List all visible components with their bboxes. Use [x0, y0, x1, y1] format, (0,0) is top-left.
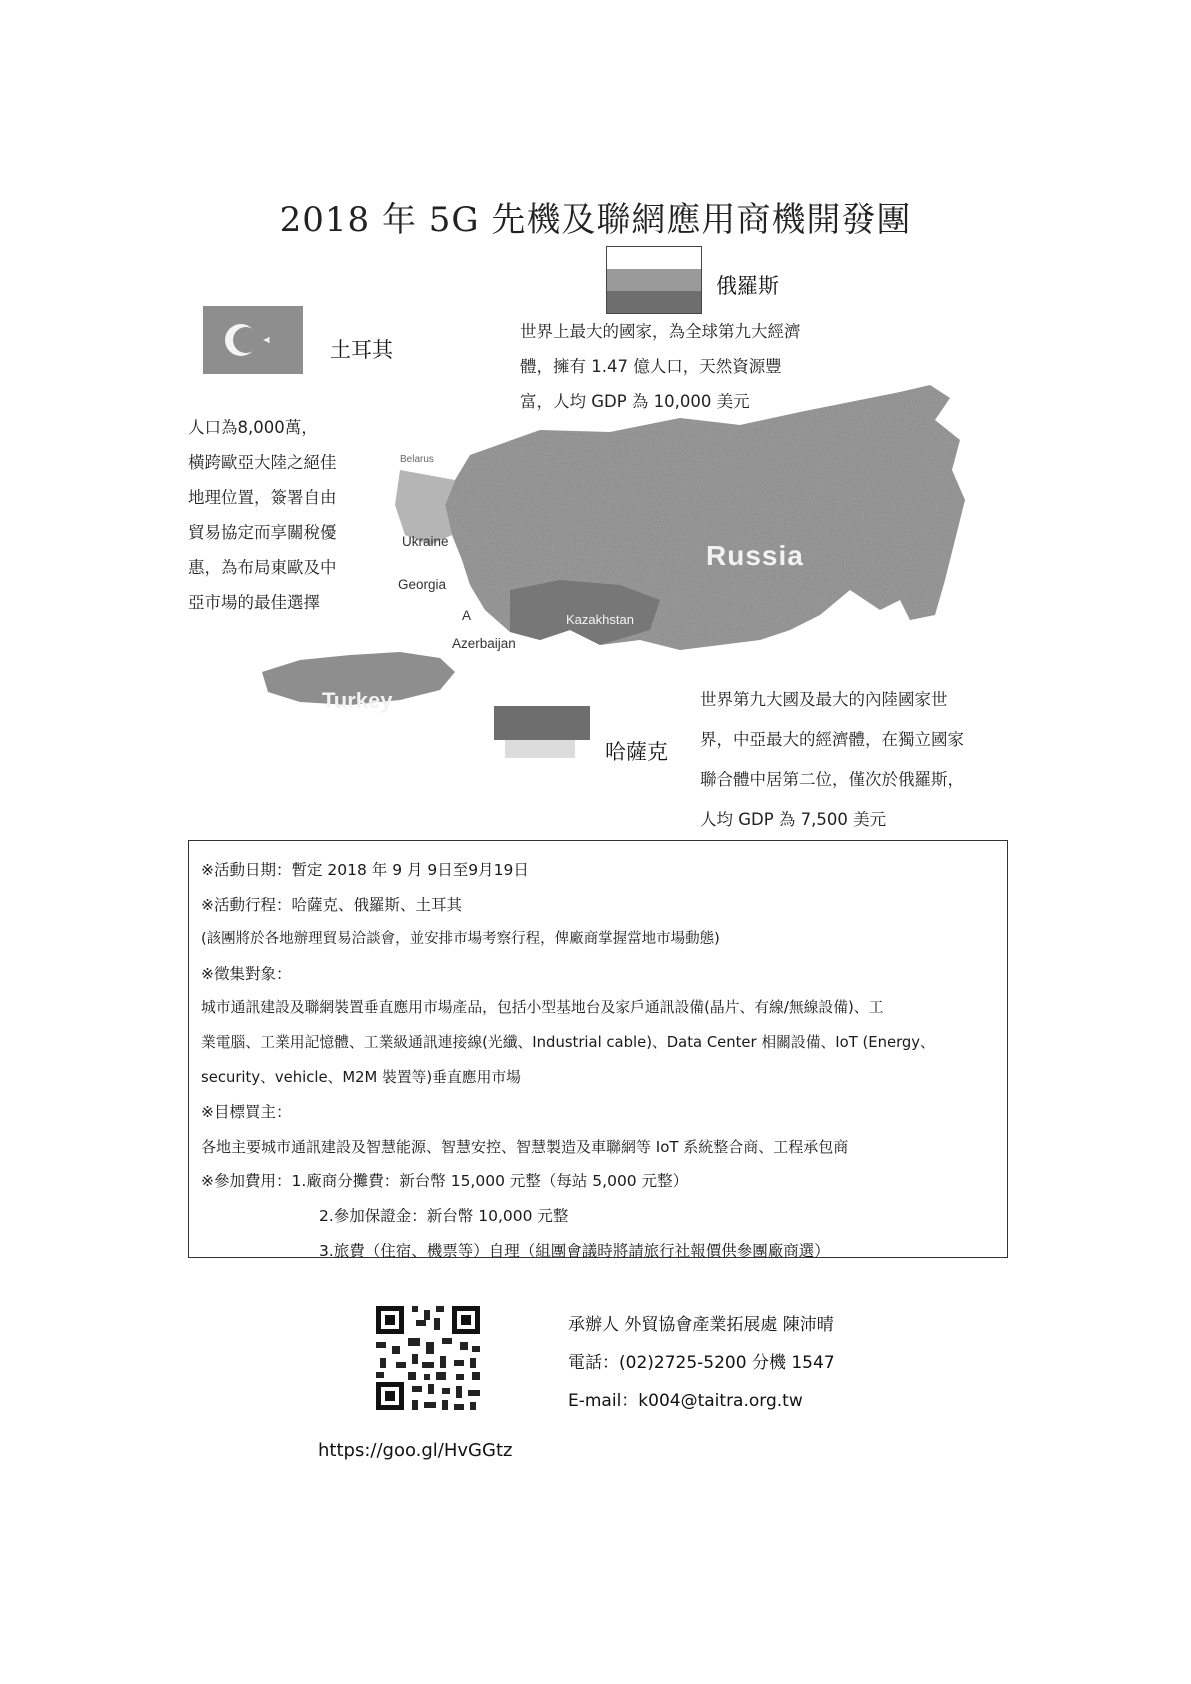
- event-itinerary: ※活動行程：哈薩克、俄羅斯、土耳其: [201, 895, 462, 914]
- buyers-heading: ※目標買主：: [201, 1103, 292, 1122]
- contact-email[interactable]: E-mail：k004@taitra.org.tw: [568, 1391, 803, 1411]
- russia-desc-line: 富，人均 GDP 為 10,000 美元: [520, 392, 750, 411]
- targets-line: security、vehicle、M2M 裝置等)垂直應用市場: [201, 1068, 521, 1086]
- russia-desc-line: 世界上最大的國家，為全球第九大經濟: [520, 322, 801, 341]
- kazakhstan-desc-line: 界，中亞最大的經濟體，在獨立國家: [700, 730, 964, 749]
- kazakhstan-desc-line: 人均 GDP 為 7,500 美元: [700, 810, 887, 829]
- qr-code-icon[interactable]: [372, 1302, 484, 1414]
- turkey-label: 土耳其: [330, 338, 393, 362]
- event-itinerary-note: (該團將於各地辦理貿易洽談會，並安排市場考察行程，俾廠商掌握當地市場動態): [201, 931, 720, 948]
- event-info-box: [188, 840, 1008, 1258]
- targets-heading: ※徵集對象：: [201, 964, 292, 983]
- registration-link[interactable]: https://goo.gl/HvGGtz: [318, 1440, 513, 1461]
- map-label-turkey: Turkey: [322, 688, 393, 713]
- fee-line: 2.參加保證金：新台幣 10,000 元整: [319, 1206, 569, 1225]
- event-date: ※活動日期：暫定 2018 年 9 月 9日至9月19日: [201, 861, 529, 879]
- page-title: 2018 年 5G 先機及聯網應用商機開發團: [279, 200, 912, 240]
- map-label-ukraine: Ukraine: [402, 534, 449, 549]
- kazakhstan-label: 哈薩克: [605, 740, 668, 764]
- contact-person: 承辦人 外貿協會產業拓展處 陳沛晴: [568, 1315, 834, 1335]
- turkey-desc-line: 亞市場的最佳選擇: [188, 593, 320, 612]
- map-label-armenia: A: [462, 608, 472, 623]
- contact-phone: 電話：(02)2725-5200 分機 1547: [568, 1353, 835, 1373]
- turkey-desc-line: 地理位置，簽署自由: [188, 488, 337, 507]
- kazakhstan-desc-line: 世界第九大國及最大的內陸國家世: [700, 690, 948, 709]
- map-label-georgia: Georgia: [398, 577, 447, 592]
- kazakhstan-desc-line: 聯合體中居第二位，僅次於俄羅斯，: [700, 770, 964, 789]
- map-label-kazakhstan: Kazakhstan: [566, 612, 634, 627]
- fee-line: ※參加費用：1.廠商分攤費：新台幣 15,000 元整（每站 5,000 元整）: [201, 1172, 689, 1191]
- kazakhstan-description: [700, 680, 1030, 840]
- turkey-desc-line: 人口為8,000萬，: [188, 418, 318, 437]
- turkey-desc-line: 惠，為布局東歐及中: [188, 558, 337, 577]
- contact-info: [568, 1306, 835, 1420]
- map-label-russia: Russia: [706, 540, 804, 571]
- map-label-azerbaijan: Azerbaijan: [452, 636, 516, 651]
- turkey-desc-line: 橫跨歐亞大陸之絕佳: [188, 453, 337, 472]
- targets-line: 城市通訊建設及聯網裝置垂直應用市場產品，包括小型基地台及家戶通訊設備(晶片、有線/無線設備)、工: [201, 999, 884, 1017]
- targets-line: 業電腦、工業用記憶體、工業級通訊連接線(光纖、Industrial cable)、Data Center 相關設備、IoT (Energy、: [201, 1033, 935, 1051]
- fee-line: 3.旅費（住宿、機票等）自理（組團會議時將請旅行社報價供參團廠商選）: [319, 1241, 830, 1260]
- turkey-desc-line: 貿易協定而享關稅優: [188, 523, 337, 542]
- kazakhstan-flag-icon: [494, 706, 590, 740]
- russia-label: 俄羅斯: [716, 274, 779, 298]
- map-label-belarus: Belarus: [400, 454, 434, 465]
- russia-desc-line: 體，擁有 1.47 億人口，天然資源豐: [520, 357, 782, 376]
- buyers-text: 各地主要城市通訊建設及智慧能源、智慧安控、智慧製造及車聯網等 IoT 系統整合商、工程承包商: [201, 1137, 849, 1156]
